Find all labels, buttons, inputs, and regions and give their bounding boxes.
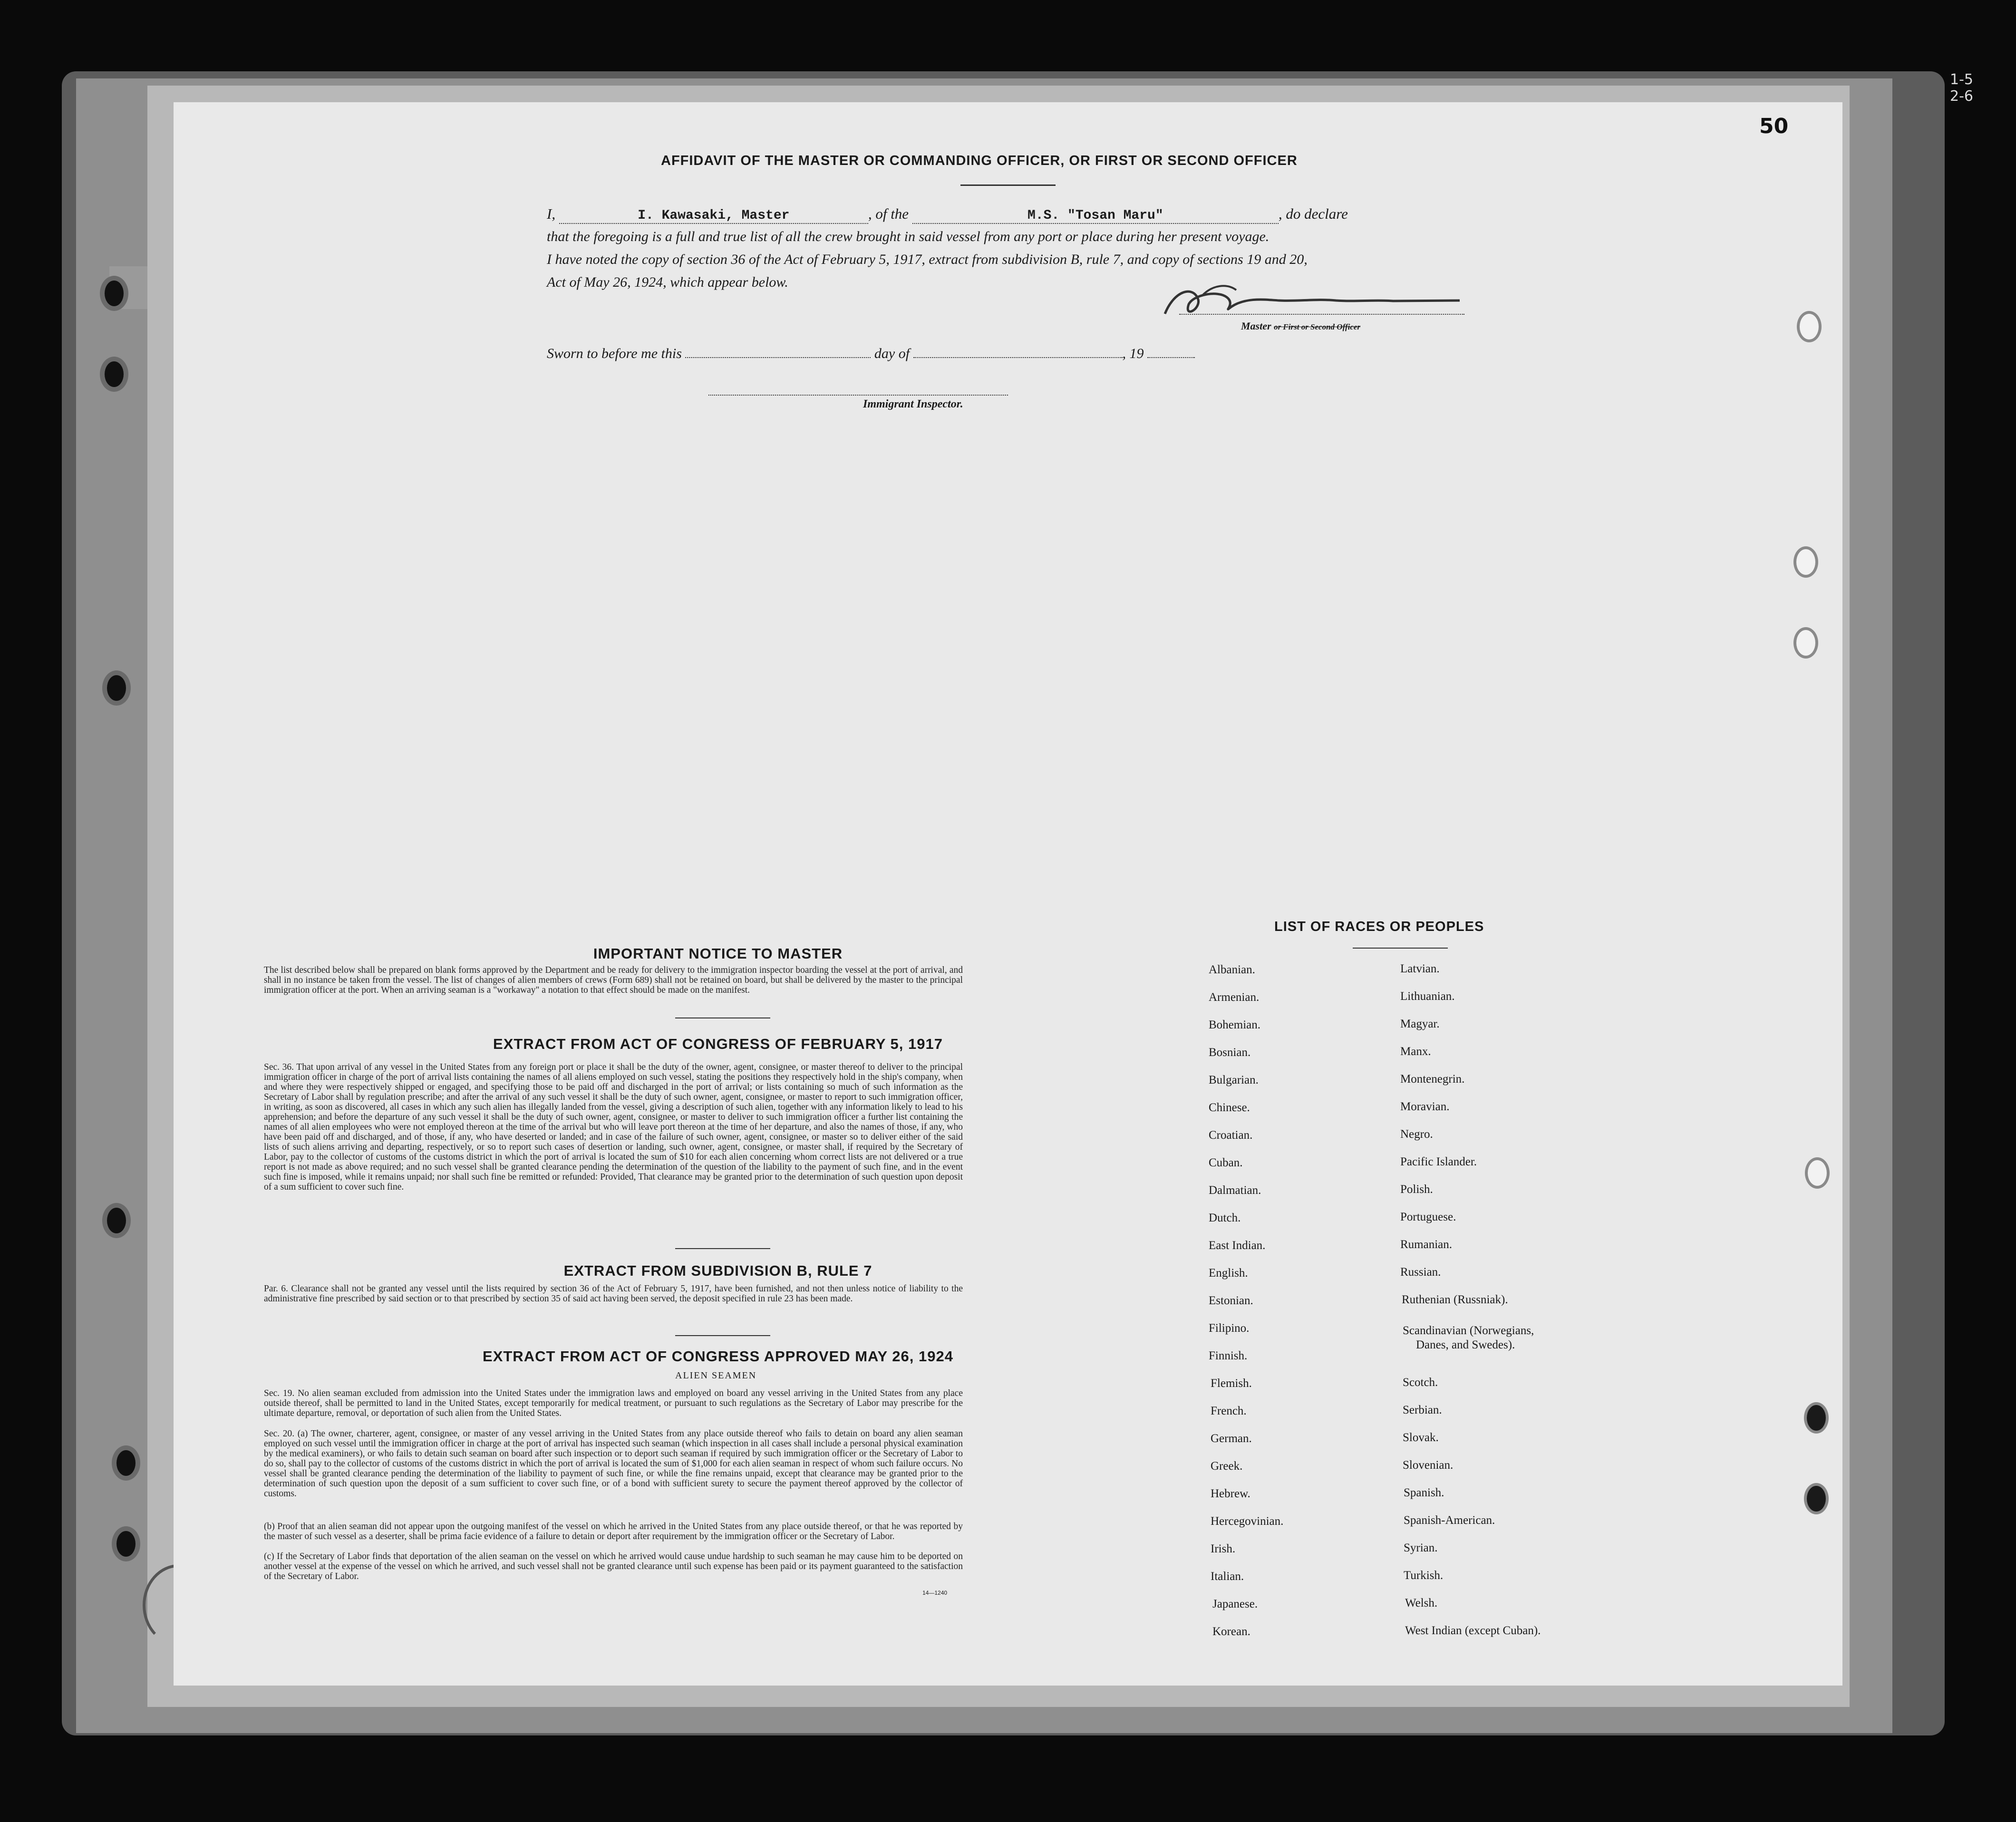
binder-hole-4 [107,1208,126,1233]
page-hole-2 [1796,549,1815,575]
race-left-10: Dutch. [1209,1211,1241,1224]
declaration-line-3: I have noted the copy of section 36 of the Act of February 5, 1917, extract from subdivision B, rule 7, and copy of sections 19 and 20, [547,252,1308,267]
race-right-16: Serbian. [1403,1404,1442,1416]
page-hole-3 [1796,630,1815,656]
year-prefix-label: , 19 [1122,346,1144,361]
race-right-15: Scotch. [1403,1376,1438,1389]
do-declare-label: , do declare [1278,205,1348,222]
act-1924-section-20b: (b) Proof that an alien seaman did not appear upon the outgoing manifest of the vessel on which he arrived in the United States from any place outside thereof, or that he was reported by the master of such vessel as a deserter, shall be prima facie evidence of a failure to detain or deport after requirement by the immigration officer or the Secretary of Labor. [264,1522,963,1541]
declaration-line-4: Act of May 26, 1924, which appear below. [547,274,788,290]
notice-text: The list described below shall be prepared on blank forms approved by the Department and be ready for delivery to the immigration inspector boarding the vessel at the port of arrival, and shall in no instance be taken from the vessel. The list of changes of alien members of crews (Form 689) shall not be retained on board, but shall be delivered by the master to the principal immigration officer at the port. When an arriving seaman is a "workaway" a notation to that effect should be made on the manifest. [264,965,963,995]
declarant-prefix: I, [547,205,556,222]
race-right-13: Ruthenian (Russniak). [1402,1293,1508,1306]
race-left-11: East Indian. [1209,1239,1266,1252]
affidavit-title: AFFIDAVIT OF THE MASTER OR COMMANDING OFFICER, OR FIRST OR SECOND OFFICER [661,153,1298,168]
sworn-month-field [913,357,1123,358]
race-left-5: Bulgarian. [1209,1074,1259,1086]
act-1924-heading: EXTRACT FROM ACT OF CONGRESS APPROVED MAY 26, 1924 [483,1348,953,1365]
act-1917-heading: EXTRACT FROM ACT OF CONGRESS OF FEBRUARY 5, 1917 [493,1036,943,1052]
race-left-16: Flemish. [1211,1377,1252,1390]
race-left-1: Albanian. [1209,963,1255,976]
race-left-19: Greek. [1211,1460,1243,1473]
signature-title: Master [1241,320,1271,332]
race-right-22: Turkish. [1404,1569,1444,1582]
race-right-24: West Indian (except Cuban). [1405,1624,1541,1637]
race-left-22: Irish. [1211,1542,1236,1555]
race-right-5: Montenegrin. [1400,1073,1465,1085]
page-hole-6 [1807,1486,1826,1512]
declaration-line-1 [547,205,1348,224]
race-right-12: Russian. [1400,1266,1441,1279]
act-1917-rule [675,1248,770,1249]
race-left-18: German. [1211,1432,1252,1445]
race-left-21: Hercegovinian. [1211,1515,1284,1528]
title-rule [960,184,1056,186]
vessel-name-field: M.S. "Tosan Maru" [1027,208,1163,223]
notice-heading: IMPORTANT NOTICE TO MASTER [593,945,843,962]
master-name-field: I. Kawasaki, Master [638,208,790,223]
binder-hole-6 [116,1531,136,1557]
act-1924-section-20a: Sec. 20. (a) The owner, charterer, agent, consignee, or master of any vessel arriving in the United States from any place outside thereof who fails to detain on board any alien seaman employed on such vessel until the immigration officer in charge at the port of arrival has inspected such seaman (which inspection in all cases shall include a personal physical examination by the medical examiners), or who fails to detain such seaman on board after such inspection or to deport such seaman if required by such immigration officer or the Secretary of Labor to do so, shall pay to the collector of customs of the customs district in which the port of arrival is located the sum of $1,000 for each alien seaman in respect of whom such failure occurs. No vessel shall be granted clearance pending the determination of the liability to payment of such fine, or while the fine remains unpaid, except that clearance may be granted prior to the determination of such question upon the deposit of a sum sufficient to cover such fine, or of a bond with sufficient surety to secure the payment thereof approved by the collector of customs. [264,1429,963,1499]
race-left-20: Hebrew. [1211,1487,1250,1500]
race-right-6: Moravian. [1400,1100,1450,1113]
race-right-17: Slovak. [1403,1431,1439,1444]
race-right-8: Pacific Islander. [1400,1155,1477,1168]
race-right-7: Negro. [1400,1128,1433,1141]
race-left-2: Armenian. [1209,991,1260,1004]
rule-7-rule [675,1335,770,1336]
race-right-1: Latvian. [1400,962,1440,975]
race-left-9: Dalmatian. [1209,1184,1261,1197]
inspector-signature-line [708,395,1008,396]
master-signature [1155,281,1469,326]
race-left-6: Chinese. [1209,1101,1250,1114]
race-left-23: Italian. [1211,1570,1244,1583]
race-right-4: Manx. [1400,1045,1431,1058]
alien-seamen-subheading: ALIEN SEAMEN [675,1370,757,1381]
act-1924-section-19: Sec. 19. No alien seaman excluded from admission into the United States under the immigration laws and employed on board any vessel arriving in the United States from any place outside thereof, shall be permitted to land in the United States, except temporarily for medical treatment, or pursuant to such regulations as the Secretary of Labor may prescribe for the ultimate departure, removal, or deportation of such alien from the United States. [264,1388,963,1418]
race-right-10: Portuguese. [1400,1211,1456,1223]
race-right-2: Lithuanian. [1400,990,1455,1003]
archive-corner-note: 1-5 2-6 [1950,71,1973,105]
race-right-18: Slovenian. [1403,1459,1454,1472]
sworn-line [547,346,1195,362]
page-hole-4 [1808,1160,1827,1186]
declaration-line-2: that the foregoing is a full and true list of all the crew brought in said vessel from any port or place during her present voyage. [547,229,1270,244]
race-right-20: Spanish-American. [1404,1514,1495,1527]
race-right-19: Spanish. [1404,1486,1444,1499]
binder-hole-3 [107,675,126,701]
race-right-23: Welsh. [1405,1597,1438,1609]
page-hole-1 [1800,314,1819,339]
race-left-3: Bohemian. [1209,1018,1261,1031]
form-number: 14—1240 [922,1589,948,1596]
races-title-rule [1353,948,1448,949]
race-left-7: Croatian. [1209,1129,1253,1142]
race-left-8: Cuban. [1209,1156,1243,1169]
race-right-3: Magyar. [1400,1018,1440,1030]
inspector-label: Immigrant Inspector. [863,398,963,410]
act-1924-section-20c: (c) If the Secretary of Labor finds that deportation of the alien seaman on the vessel on which he arrived would cause undue hardship to such seaman he may cause him to be deported on another vessel at the expense of the vessel on which he arrived, and such vessel shall not be granted clearance until such expense has been paid or its payment guaranteed to the satisfaction of the Secretary of Labor. [264,1551,963,1581]
race-left-4: Bosnian. [1209,1046,1251,1059]
sworn-label: Sworn to before me this [547,346,682,361]
act-1917-section-36: Sec. 36. That upon arrival of any vessel in the United States from any foreign port or place it shall be the duty of the owner, agent, consignee, or master thereof to deliver to the principal immigration officer in charge of the port of arrival lists containing the names of all aliens employed on such vessel, stating the positions they respectively hold in the ship's company, when and where they were respectively shipped or engaged, and specifying those to be paid off and discharged in the port of arrival; or lists containing so much of such information as the Secretary of Labor shall by regulation prescribe; and after the arrival of any such vessel it shall be the duty of such owner, agent, consignee, or master to report to such immigration officer, in writing, as soon as discovered, all cases in which any such alien has illegally landed from the vessel, giving a description of such alien, together with any information likely to lead to his apprehension; and before the departure of any such vessel it shall be the duty of such owner, agent, consignee, or master to deliver to such immigration officer a further list containing the names of all alien employees who were not employed thereon at the time of the arrival but who will leave port thereon at the time of her departure, and also the names of those, if any, who have been paid off and discharged, and of those, if any, who have deserted or landed; and in case of the failure of such owner, agent, consignee, or master so to deliver either of the said lists of such aliens arriving and departing, respectively, or so to report such cases of desertion or landing, such owner, agent, consignee, or master shall, if required by the Secretary of Labor, pay to the collector of customs of the customs district in which the port of arrival is located the sum of $10 for each alien concerning whom correct lists are not delivered or a true report is not made as above required; and no such vessel shall be granted clearance pending the determination of the question of the liability to the payment of such fine, and in the event such fine is imposed, while it remains unpaid; nor shall such fine be remitted or refunded: Provided, That clearance may be granted prior to the determination of such question upon deposit of a sum sufficient to cover such fine. [264,1062,963,1192]
race-right-14: Scandinavian (Norwegians, [1403,1324,1534,1337]
race-right-11: Rumanian. [1400,1238,1453,1251]
race-left-13: Estonian. [1209,1294,1253,1307]
race-left-14: Filipino. [1209,1322,1250,1335]
sworn-year-field [1147,357,1195,358]
binder-hole-2 [105,361,124,387]
page-number: 50 [1759,114,1789,138]
rule-7-paragraph-6: Par. 6. Clearance shall not be granted any vessel until the lists required by section 36 of the Act of February 5, 1917, have been furnished, and not then unless notice of liability to the administrative fine prescribed by said section or to that prescribed by section 35 of said act having been served, the deposit specified in rule 23 has been made. [264,1284,963,1304]
race-left-25: Korean. [1212,1625,1250,1638]
race-right-9: Polish. [1400,1183,1433,1196]
rule-7-heading: EXTRACT FROM SUBDIVISION B, RULE 7 [563,1262,872,1279]
signature-line [1179,314,1464,315]
sworn-date-field [685,357,871,358]
binder-hole-1 [105,281,124,306]
race-left-24: Japanese. [1212,1598,1258,1610]
race-left-15: Finnish. [1209,1349,1248,1362]
race-left-17: French. [1211,1405,1247,1417]
signature-label [1241,320,1360,332]
race-right-21: Syrian. [1404,1541,1438,1554]
race-right-14-cont: Danes, and Swedes). [1416,1338,1515,1351]
races-list-title: LIST OF RACES OR PEOPLES [1274,919,1484,934]
day-of-label: day of [874,346,910,361]
of-the-label: , of the [868,205,909,222]
binder-hole-5 [116,1450,136,1476]
struck-officer-title: or First or Second Officer [1274,322,1361,331]
race-left-12: English. [1209,1267,1248,1279]
page-hole-5 [1807,1405,1826,1431]
